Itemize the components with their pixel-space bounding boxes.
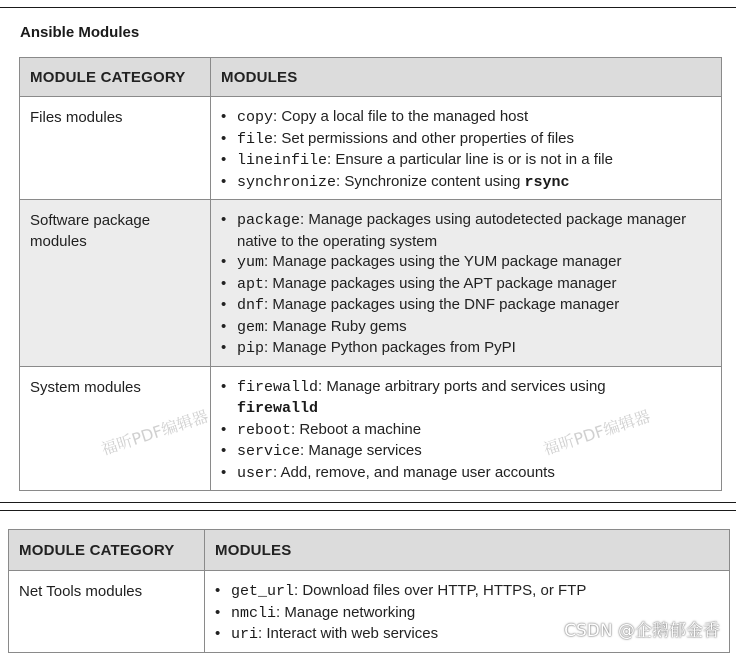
list-item [219,172,713,194]
list-item [219,463,713,485]
category-cell: Files modules [20,97,211,200]
bullet-icon: • [221,296,227,313]
module-name: package [237,212,301,229]
modules-cell [211,97,722,200]
module-list [219,377,713,485]
header-modules: MODULES [211,58,722,97]
bullet-icon: • [221,211,227,228]
module-description: : Reboot a machine [291,420,422,438]
module-description: : Interact with web services [258,625,439,642]
list-item [219,129,713,151]
modules-cell [211,366,722,491]
module-name: get_url [231,583,295,600]
module-list [219,210,713,360]
bullet-icon: • [221,129,227,147]
module-name: synchronize [237,173,337,191]
category-cell: Software package modules [20,200,211,367]
bullet-icon: • [221,253,227,270]
csdn-credit: CSDN @企鹅郁金香 [564,621,720,641]
list-item [219,107,713,129]
list-item [219,295,713,317]
module-description: : Manage Python packages from PyPI [264,339,516,356]
list-item [219,274,713,296]
bullet-icon: • [215,625,221,642]
module-name: apt [237,275,265,293]
list-item [219,317,713,339]
bullet-icon: • [221,108,227,125]
section-title: Ansible Modules [20,24,140,41]
module-description: : Manage packages using the DNF package manager [264,296,620,313]
modules-cell [211,200,722,367]
watermark: 福昕PDF编辑器 [98,406,211,459]
module-name: uri [231,626,259,643]
inline-code: firewalld [237,400,319,417]
module-name: firewalld [237,378,319,396]
header-module-category: MODULE CATEGORY [9,530,205,571]
list-item [213,581,721,603]
table-header-row [9,530,730,571]
module-description: : Manage networking [276,603,416,621]
module-list [219,107,713,193]
module-name: nmcli [231,604,277,622]
list-item [219,441,713,463]
module-description: : Synchronize content using [336,172,525,190]
module-description: : Manage arbitrary ports and services using [318,377,606,395]
table-row [20,200,722,367]
inline-code: rsync [524,173,570,191]
bullet-icon: • [215,582,221,599]
list-item [219,338,713,360]
header-modules: MODULES [205,530,730,571]
category-cell: Net Tools modules [9,571,205,653]
page-break-rule [0,510,736,511]
module-name: gem [237,318,265,336]
module-description: : Manage Ruby gems [264,317,407,335]
bullet-icon: • [221,442,227,459]
bullet-icon: • [221,151,227,168]
category-cell: System modules [20,366,211,491]
list-item [219,150,713,172]
module-name: lineinfile [237,152,328,169]
module-description: : Manage services [300,442,422,459]
module-description: : Download files over HTTP, HTTPS, or FTP [294,582,587,599]
module-name: reboot [237,421,292,439]
module-description: : Set permissions and other properties of files [273,129,574,147]
module-name: yum [237,254,265,271]
module-name: file [237,130,274,148]
module-description: : Add, remove, and manage user accounts [273,463,555,481]
module-name: copy [237,109,274,126]
bullet-icon: • [221,317,227,335]
list-item [219,210,713,252]
watermark: 福昕PDF编辑器 [540,406,653,459]
module-description: : Ensure a particular line is or is not in a file [327,151,613,168]
module-name: pip [237,340,265,357]
module-name: dnf [237,297,265,314]
list-item [219,252,713,274]
module-name: service [237,443,301,460]
page-break-rule [0,502,736,503]
top-rule [0,7,736,8]
table-row [20,97,722,200]
bullet-icon: • [221,420,227,438]
module-description: : Manage packages using autodetected package manager native to the operating system [237,211,687,250]
module-description: : Manage packages using the YUM package manager [264,253,622,270]
bullet-icon: • [215,603,221,621]
bullet-icon: • [221,463,227,481]
module-description: : Copy a local file to the managed host [273,108,529,125]
bullet-icon: • [221,172,227,190]
bullet-icon: • [221,339,227,356]
module-name: user [237,464,274,482]
header-module-category: MODULE CATEGORY [20,58,211,97]
bullet-icon: • [221,377,227,395]
module-description: : Manage packages using the APT package manager [264,274,617,292]
bullet-icon: • [221,274,227,292]
table-header-row [20,58,722,97]
